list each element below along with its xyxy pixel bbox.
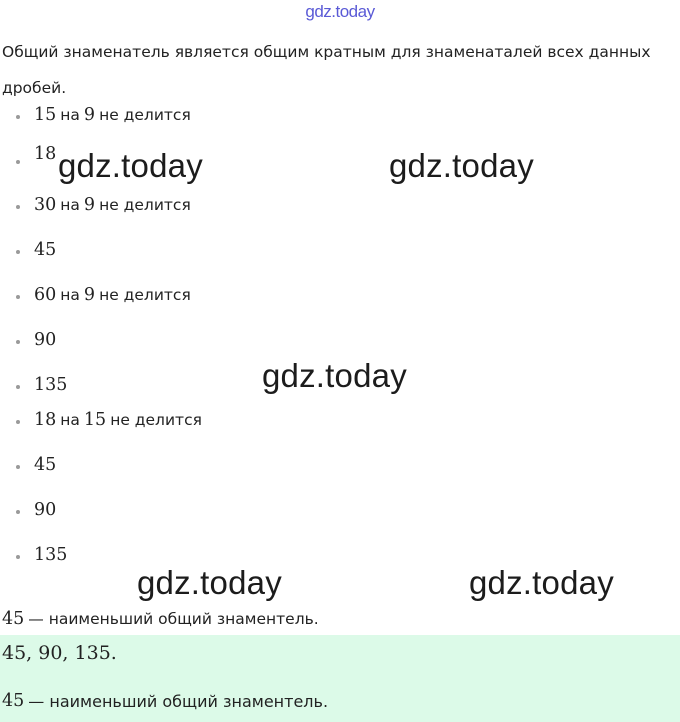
- item-number: 18: [34, 410, 57, 430]
- bullet-icon: [16, 420, 20, 424]
- bullet-icon: [16, 385, 20, 389]
- bullet-icon: [16, 340, 20, 344]
- item-number: 90: [34, 500, 57, 520]
- list-item: [16, 235, 56, 265]
- answer-box: [0, 635, 680, 722]
- list-item: [16, 280, 195, 310]
- intro-line-2: дробей.: [2, 79, 67, 97]
- watermark-text: gdz.today: [389, 147, 534, 184]
- list-item: [16, 190, 195, 220]
- item-divisor: 9: [83, 285, 96, 305]
- answer-line: [2, 691, 332, 711]
- answer-text: — наименьший общий знаментель.: [28, 691, 329, 711]
- list-item: [16, 540, 67, 570]
- item-note: не делится: [110, 411, 202, 429]
- item-note: не делится: [99, 286, 191, 304]
- item-number: 30: [34, 195, 57, 215]
- item-connector: на: [60, 196, 80, 214]
- item-note: не делится: [99, 196, 191, 214]
- watermark-text: gdz.today: [58, 147, 203, 184]
- item-note: не делится: [99, 106, 191, 124]
- item-number: 60: [34, 285, 57, 305]
- answer-number: 45: [2, 691, 25, 711]
- intro-line-1: Общий знаменатель является общим кратным для знаменаталей всех данных: [2, 43, 651, 61]
- item-divisor: 15: [83, 410, 107, 430]
- watermark-text: gdz.today: [262, 357, 407, 394]
- conclusion-text: — наименьший общий знаментель.: [28, 610, 319, 628]
- item-number: 45: [34, 240, 57, 260]
- conclusion-number: 45: [2, 609, 25, 629]
- header-watermark: gdz.today: [305, 2, 375, 21]
- list-item: [16, 495, 56, 525]
- item-number: 45: [34, 455, 57, 475]
- bullet-icon: [16, 295, 20, 299]
- conclusion-line: [2, 606, 323, 632]
- list-item: [16, 100, 195, 130]
- item-connector: на: [60, 411, 80, 429]
- item-connector: на: [60, 106, 80, 124]
- list-item: [16, 405, 206, 435]
- item-number: 135: [34, 375, 68, 395]
- item-divisor: 9: [83, 195, 96, 215]
- list-item: [16, 145, 56, 175]
- list-item: [16, 370, 67, 400]
- bullet-icon: [16, 510, 20, 514]
- item-number: 18: [34, 144, 57, 164]
- list-item: [16, 450, 56, 480]
- item-divisor: 9: [83, 105, 96, 125]
- watermark-text: gdz.today: [137, 564, 282, 601]
- item-number: 15: [34, 105, 57, 125]
- answer-values: 45, 90, 135.: [2, 642, 117, 664]
- bullet-icon: [16, 205, 20, 209]
- item-connector: на: [60, 286, 80, 304]
- bullet-icon: [16, 465, 20, 469]
- bullet-icon: [16, 160, 20, 164]
- watermark-text: gdz.today: [469, 564, 614, 601]
- list-item: [16, 325, 56, 355]
- bullet-icon: [16, 250, 20, 254]
- item-number: 90: [34, 330, 57, 350]
- bullet-icon: [16, 115, 20, 119]
- intro-text: [2, 34, 678, 106]
- item-number: 135: [34, 545, 68, 565]
- bullet-icon: [16, 555, 20, 559]
